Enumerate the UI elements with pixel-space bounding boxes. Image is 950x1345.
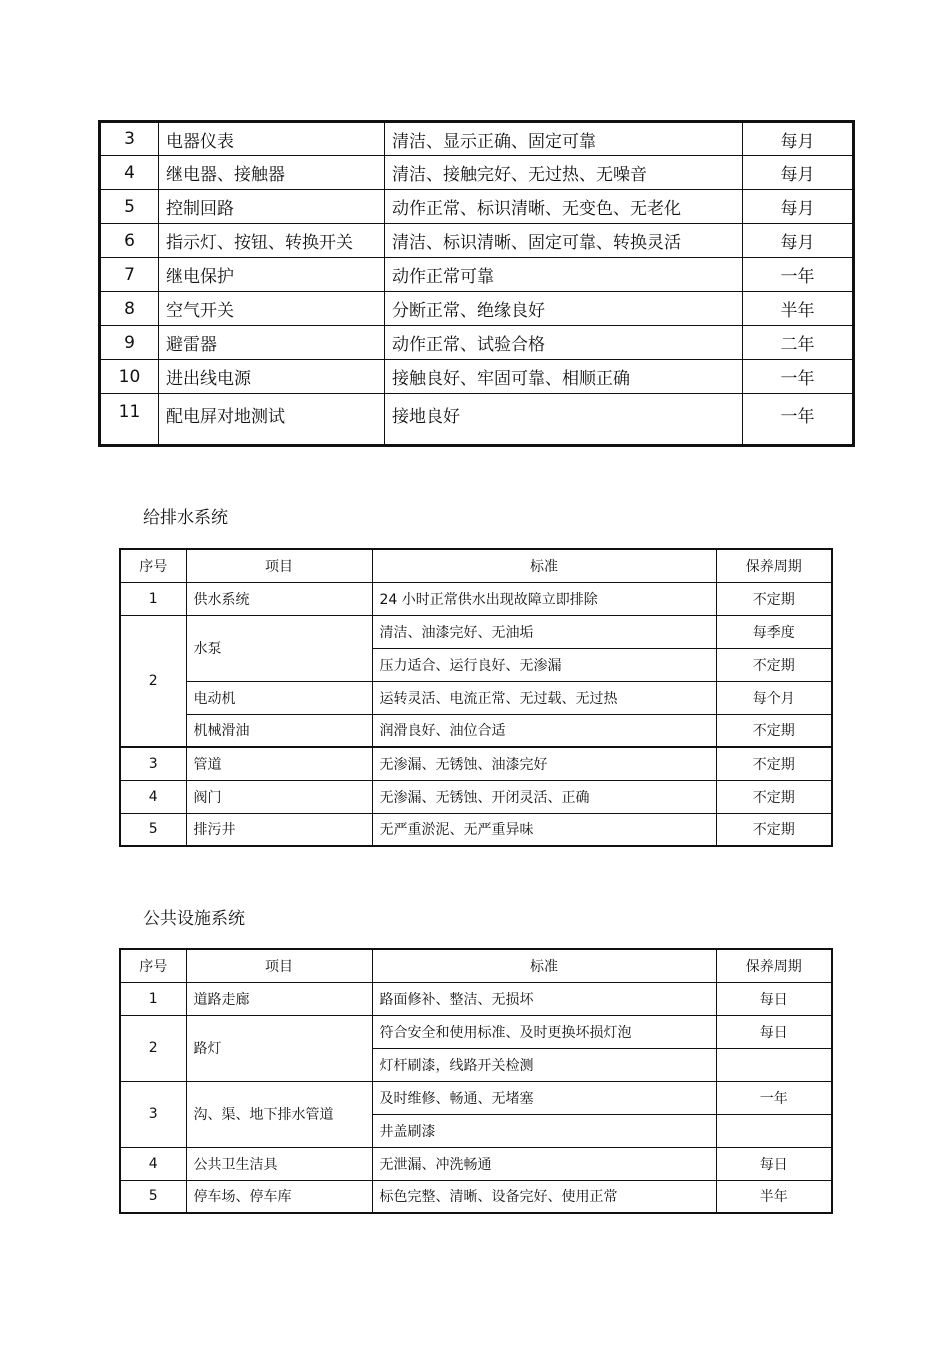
row-period: 一年 xyxy=(743,258,854,292)
row-period: 每月 xyxy=(743,190,854,224)
row-period: 每月 xyxy=(743,122,854,156)
row-standard: 接地良好 xyxy=(385,394,743,446)
table-row xyxy=(100,224,854,258)
row-number: 5 xyxy=(120,1180,186,1213)
table-row xyxy=(120,747,832,780)
table-row xyxy=(100,258,854,292)
row-standard: 动作正常、试验合格 xyxy=(385,326,743,360)
row-period: 不定期 xyxy=(716,714,832,747)
row-item: 避雷器 xyxy=(159,326,385,360)
table-row xyxy=(120,982,832,1015)
table-row xyxy=(100,122,854,156)
row-item: 电动机 xyxy=(186,681,372,714)
row-number: 4 xyxy=(120,1147,186,1180)
electrical-maintenance-body xyxy=(100,122,854,446)
row-item: 电器仪表 xyxy=(159,122,385,156)
table-row xyxy=(120,714,832,747)
row-number: 8 xyxy=(100,292,159,326)
table-row xyxy=(120,1180,832,1213)
row-standard: 无严重淤泥、无严重异味 xyxy=(372,813,716,846)
row-period xyxy=(716,1114,832,1147)
row-item: 路灯 xyxy=(186,1015,372,1081)
row-item: 空气开关 xyxy=(159,292,385,326)
row-standard: 清洁、油漆完好、无油垢 xyxy=(372,615,716,648)
header-number: 序号 xyxy=(120,549,186,582)
row-item: 配电屏对地测试 xyxy=(159,394,385,446)
row-period xyxy=(716,1048,832,1081)
row-item: 机械滑油 xyxy=(186,714,372,747)
row-period: 每日 xyxy=(716,982,832,1015)
row-number: 5 xyxy=(120,813,186,846)
row-period: 半年 xyxy=(716,1180,832,1213)
header-item: 项目 xyxy=(186,949,372,982)
row-number: 4 xyxy=(120,780,186,813)
row-standard: 标色完整、清晰、设备完好、使用正常 xyxy=(372,1180,716,1213)
row-period: 一年 xyxy=(743,360,854,394)
row-period: 一年 xyxy=(743,394,854,446)
table-row xyxy=(120,780,832,813)
table-row xyxy=(100,326,854,360)
row-number: 5 xyxy=(100,190,159,224)
row-period: 每月 xyxy=(743,156,854,190)
row-standard: 无渗漏、无锈蚀、开闭灵活、正确 xyxy=(372,780,716,813)
table-row xyxy=(100,292,854,326)
row-standard: 无泄漏、冲洗畅通 xyxy=(372,1147,716,1180)
table-header-row xyxy=(120,549,832,582)
table-row xyxy=(120,615,832,648)
table-row xyxy=(120,582,832,615)
row-number: 9 xyxy=(100,326,159,360)
row-period: 不定期 xyxy=(716,747,832,780)
row-standard: 润滑良好、油位合适 xyxy=(372,714,716,747)
row-standard: 井盖刷漆 xyxy=(372,1114,716,1147)
row-item: 管道 xyxy=(186,747,372,780)
row-standard: 接触良好、牢固可靠、相顺正确 xyxy=(385,360,743,394)
row-number: 2 xyxy=(120,1015,186,1081)
row-standard: 运转灵活、电流正常、无过载、无过热 xyxy=(372,681,716,714)
table-row xyxy=(100,394,854,446)
row-period: 每季度 xyxy=(716,615,832,648)
row-standard: 清洁、显示正确、固定可靠 xyxy=(385,122,743,156)
row-number: 3 xyxy=(120,747,186,780)
table-row xyxy=(120,681,832,714)
row-number: 3 xyxy=(120,1081,186,1147)
row-standard: 压力适合、运行良好、无渗漏 xyxy=(372,648,716,681)
row-item: 继电保护 xyxy=(159,258,385,292)
table-header-row xyxy=(120,949,832,982)
water-system-heading: 给排水系统 xyxy=(143,508,228,528)
row-standard: 24 小时正常供水出现故障立即排除 xyxy=(372,582,716,615)
row-period: 二年 xyxy=(743,326,854,360)
row-standard: 无渗漏、无锈蚀、油漆完好 xyxy=(372,747,716,780)
table-row xyxy=(120,1015,832,1048)
row-item: 道路走廊 xyxy=(186,982,372,1015)
row-period: 每月 xyxy=(743,224,854,258)
row-period: 每日 xyxy=(716,1147,832,1180)
row-standard: 动作正常、标识清晰、无变色、无老化 xyxy=(385,190,743,224)
row-number: 10 xyxy=(100,360,159,394)
row-standard: 及时维修、畅通、无堵塞 xyxy=(372,1081,716,1114)
row-number: 2 xyxy=(120,615,186,747)
row-period: 每个月 xyxy=(716,681,832,714)
row-period: 一年 xyxy=(716,1081,832,1114)
table-row xyxy=(120,813,832,846)
row-standard: 符合安全和使用标准、及时更换坏损灯泡 xyxy=(372,1015,716,1048)
row-item: 供水系统 xyxy=(186,582,372,615)
row-item: 停车场、停车库 xyxy=(186,1180,372,1213)
row-standard: 灯杆刷漆，线路开关检测 xyxy=(372,1048,716,1081)
water-system-table xyxy=(119,548,833,847)
row-item: 控制回路 xyxy=(159,190,385,224)
row-item: 指示灯、按钮、转换开关 xyxy=(159,224,385,258)
header-period: 保养周期 xyxy=(716,549,832,582)
row-number: 1 xyxy=(120,582,186,615)
row-number: 4 xyxy=(100,156,159,190)
electrical-maintenance-table xyxy=(98,120,855,447)
row-standard: 分断正常、绝缘良好 xyxy=(385,292,743,326)
row-item: 进出线电源 xyxy=(159,360,385,394)
table-row xyxy=(120,1081,832,1114)
row-period: 不定期 xyxy=(716,780,832,813)
row-standard: 动作正常可靠 xyxy=(385,258,743,292)
row-number: 7 xyxy=(100,258,159,292)
table-row xyxy=(120,1147,832,1180)
row-item: 阀门 xyxy=(186,780,372,813)
header-period: 保养周期 xyxy=(716,949,832,982)
row-number: 3 xyxy=(100,122,159,156)
row-standard: 路面修补、整洁、无损坏 xyxy=(372,982,716,1015)
row-period: 不定期 xyxy=(716,813,832,846)
row-number: 6 xyxy=(100,224,159,258)
row-item: 水泵 xyxy=(186,615,372,681)
row-period: 每日 xyxy=(716,1015,832,1048)
public-facilities-heading: 公共设施系统 xyxy=(143,909,245,929)
row-period: 半年 xyxy=(743,292,854,326)
header-number: 序号 xyxy=(120,949,186,982)
row-standard: 清洁、标识清晰、固定可靠、转换灵活 xyxy=(385,224,743,258)
row-standard: 清洁、接触完好、无过热、无噪音 xyxy=(385,156,743,190)
row-number: 1 xyxy=(120,982,186,1015)
row-item: 公共卫生洁具 xyxy=(186,1147,372,1180)
table-row xyxy=(100,156,854,190)
table-row xyxy=(100,360,854,394)
header-item: 项目 xyxy=(186,549,372,582)
table-row xyxy=(100,190,854,224)
header-standard: 标准 xyxy=(372,949,716,982)
row-number: 11 xyxy=(100,394,159,446)
row-item: 排污井 xyxy=(186,813,372,846)
row-period: 不定期 xyxy=(716,648,832,681)
row-period: 不定期 xyxy=(716,582,832,615)
public-facilities-table xyxy=(119,948,833,1214)
row-item: 继电器、接触器 xyxy=(159,156,385,190)
header-standard: 标准 xyxy=(372,549,716,582)
row-item: 沟、渠、地下排水管道 xyxy=(186,1081,372,1147)
